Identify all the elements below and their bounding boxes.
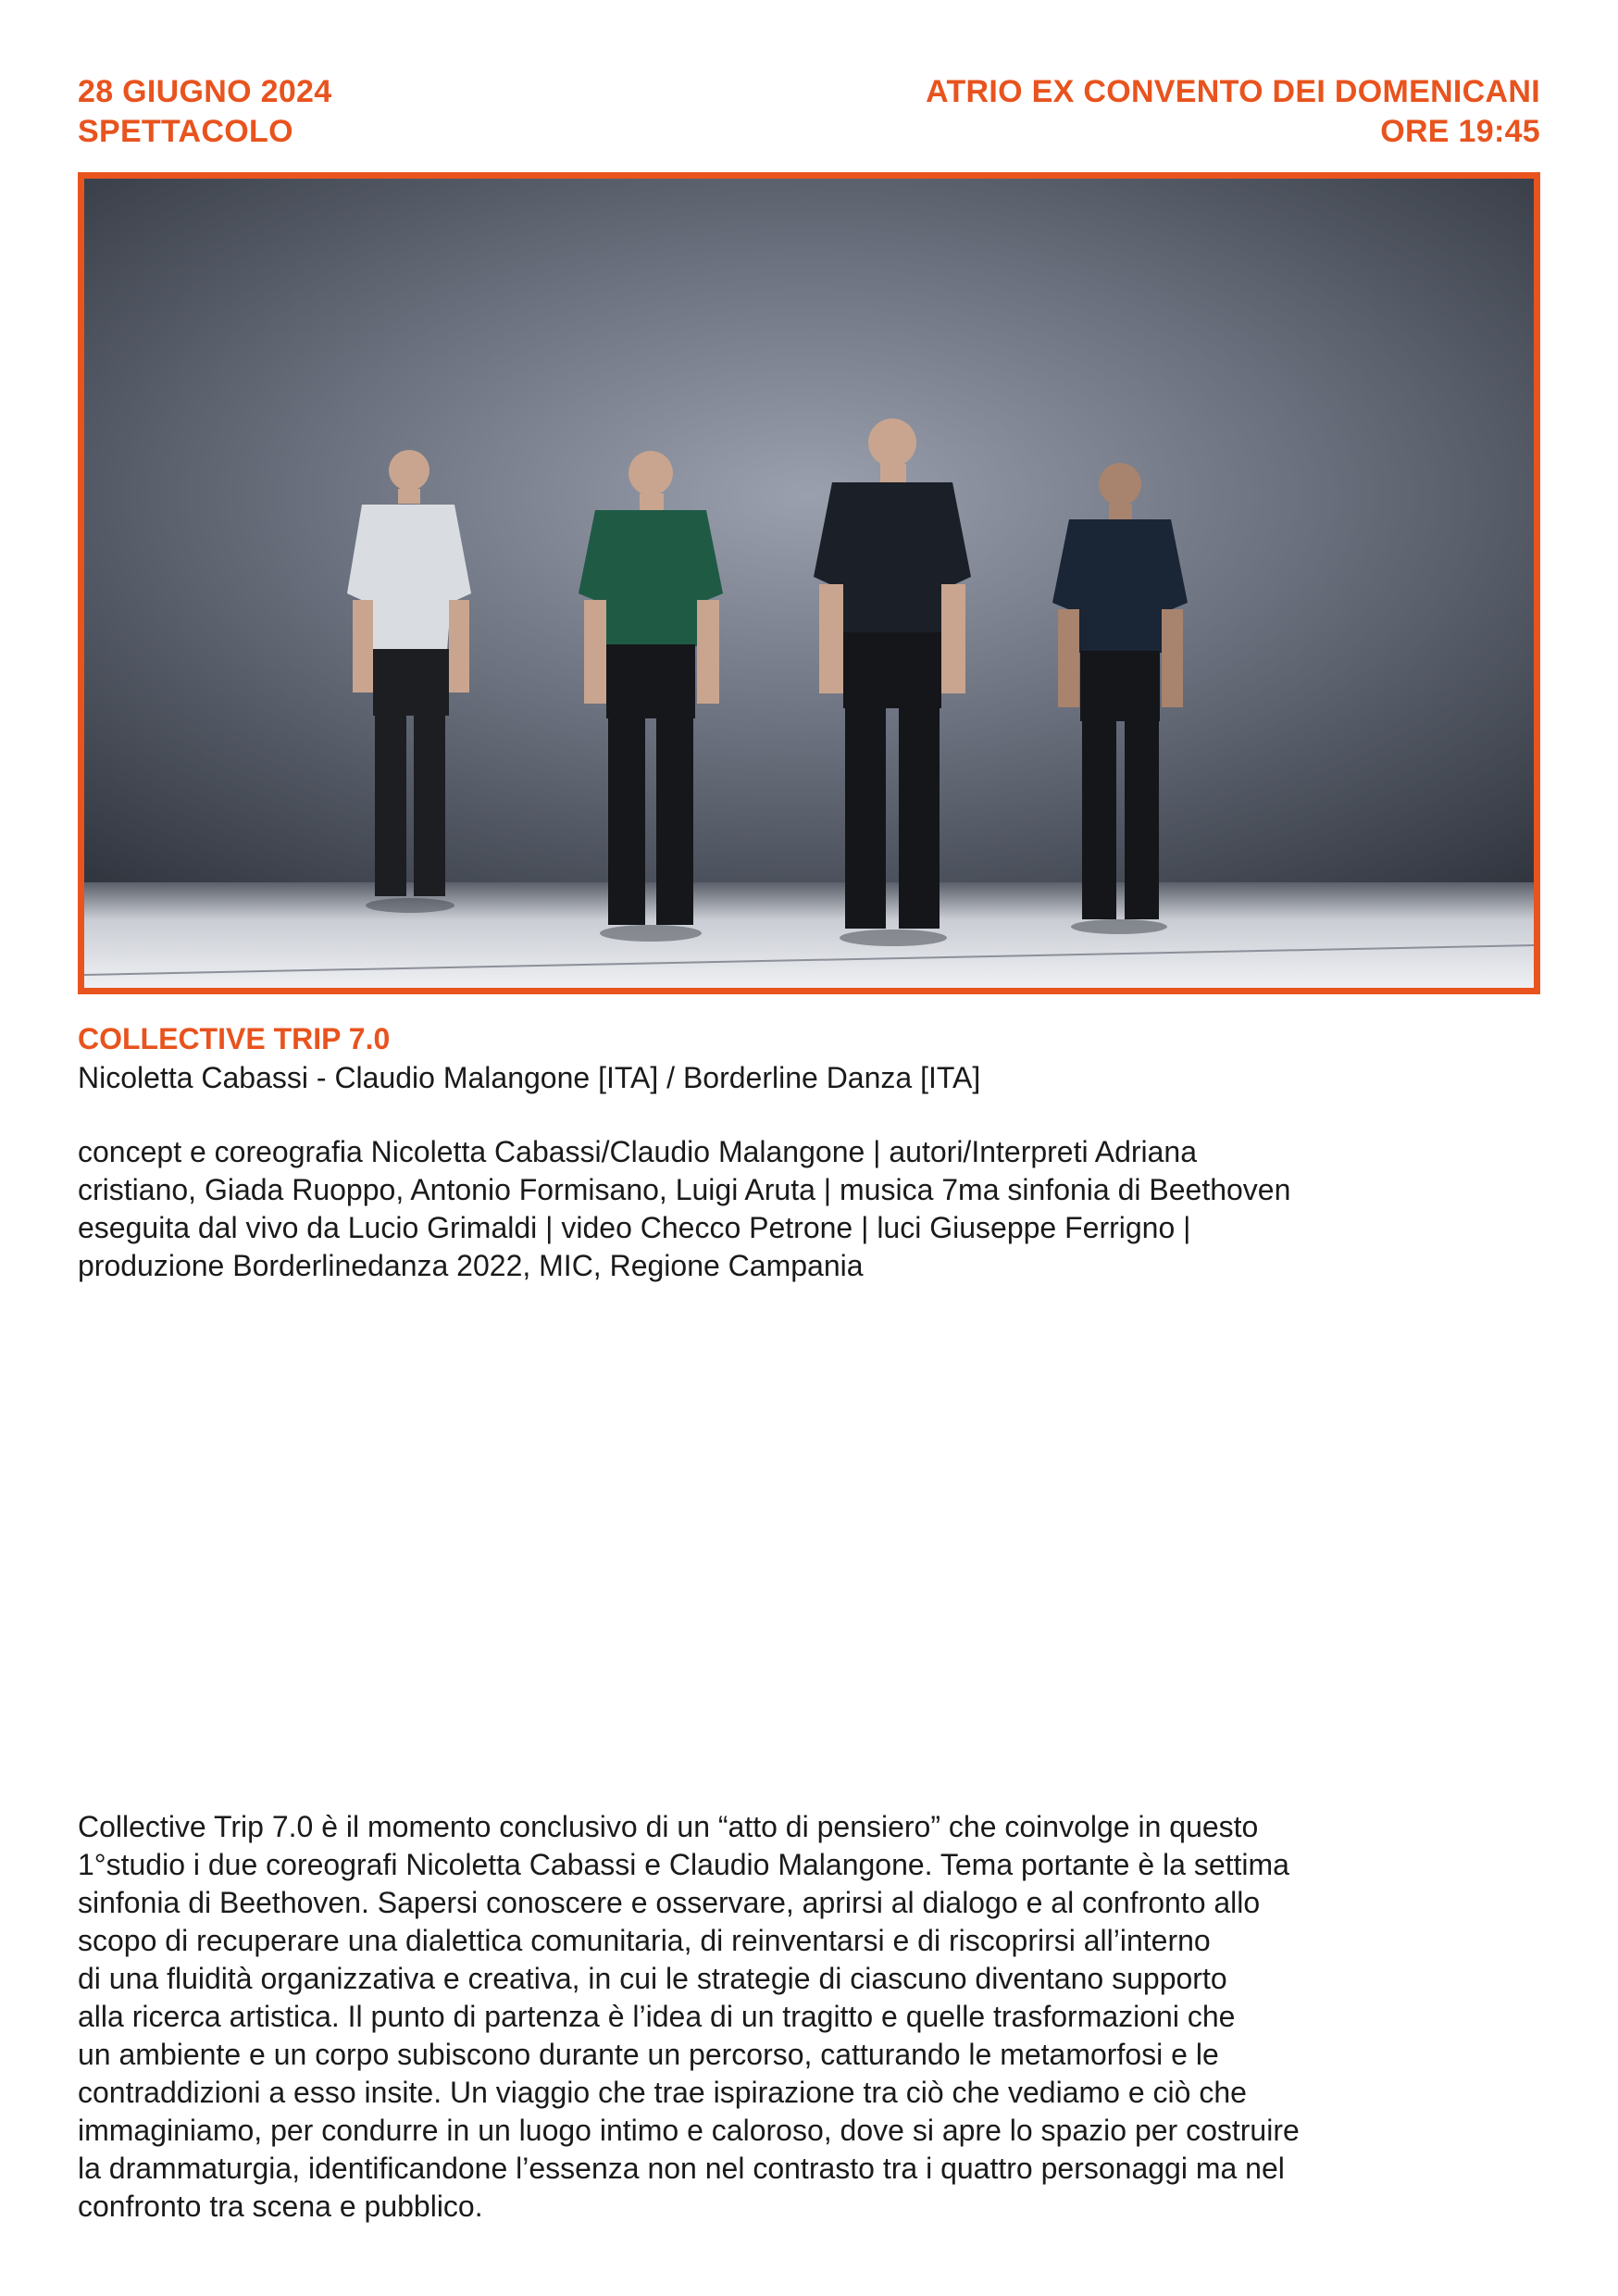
show-title: COLLECTIVE TRIP 7.0: [78, 1022, 391, 1055]
description-line: un ambiente e un corpo subiscono durante un percorso, catturando le metamorfosi e le: [78, 2038, 1219, 2071]
event-venue: ATRIO EX CONVENTO DEI DOMENICANI: [926, 74, 1540, 109]
credits-line: concept e coreografia Nicoletta Cabassi/Claudio Malangone | autori/Interpreti Adriana: [78, 1135, 1198, 1168]
description-line: sinfonia di Beethoven. Sapersi conoscere e osservare, aprirsi al dialogo e al confronto allo: [78, 1886, 1261, 1919]
description-block: [78, 1808, 1559, 2226]
stage-photo-illustration: [84, 179, 1534, 988]
credits-line: eseguita dal vivo da Lucio Grimaldi | video Checco Petrone | luci Giuseppe Ferrigno |: [78, 1211, 1191, 1244]
performance-photo: [78, 172, 1540, 994]
description-line: scopo di recuperare una dialettica comunitaria, di reinventarsi e di riscoprirsi all’interno: [78, 1924, 1211, 1957]
stage-backdrop: [84, 179, 1534, 882]
event-date: 28 GIUGNO 2024: [78, 74, 332, 109]
stage-floor: [84, 882, 1534, 988]
credits-line: cristiano, Giada Ruoppo, Antonio Formisano, Luigi Aruta | musica 7ma sinfonia di Beethoven: [78, 1173, 1291, 1206]
description-line: la drammaturgia, identificandone l’essenza non nel contrasto tra i quattro personaggi ma nel: [78, 2152, 1285, 2185]
description-line: 1°studio i due coreografi Nicoletta Cabassi e Claudio Malangone. Tema portante è la settima: [78, 1848, 1289, 1881]
header-left: [78, 72, 331, 152]
event-time: ORE 19:45: [1380, 114, 1540, 149]
credits-line: produzione Borderlinedanza 2022, MIC, Regione Campania: [78, 1249, 864, 1282]
description-line: contraddizioni a esso insite. Un viaggio che trae ispirazione tra ciò che vediamo e ciò che: [78, 2076, 1247, 2109]
description-line: immaginiamo, per condurre in un luogo intimo e caloroso, dove si apre lo spazio per costruire: [78, 2114, 1300, 2147]
description-line: Collective Trip 7.0 è il momento conclusivo di un “atto di pensiero” che coinvolge in questo: [78, 1810, 1259, 1843]
credits-block: [78, 1133, 1559, 1285]
show-subtitle: Nicoletta Cabassi - Claudio Malangone [ITA] / Borderline Danza [ITA]: [78, 1061, 981, 1094]
description-line: alla ricerca artistica. Il punto di partenza è l’idea di un tragitto e quelle trasformazioni che: [78, 2000, 1236, 2033]
description-line: confronto tra scena e pubblico.: [78, 2190, 483, 2223]
header-right: [926, 72, 1540, 152]
description-line: di una fluidità organizzativa e creativa, in cui le strategie di ciascuno diventano supporto: [78, 1962, 1227, 1995]
event-category: SPETTACOLO: [78, 114, 293, 149]
